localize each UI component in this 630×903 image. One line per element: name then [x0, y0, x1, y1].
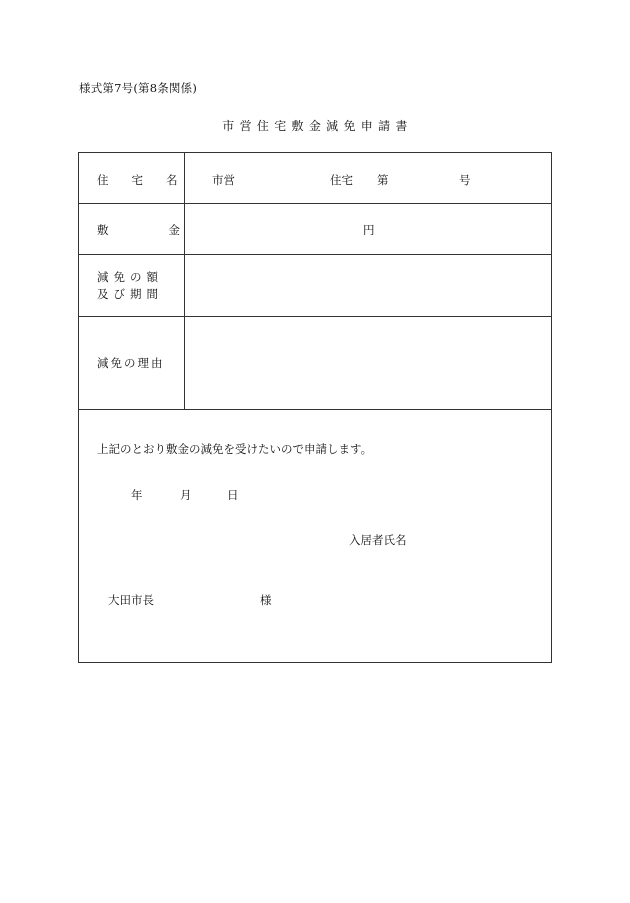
- title-char: 金: [308, 119, 322, 133]
- day-label: 日: [227, 488, 239, 502]
- label-char: 額: [146, 270, 158, 284]
- title-char: 免: [343, 119, 356, 133]
- label-char: 間: [146, 287, 158, 301]
- label-char: 敷: [97, 223, 109, 237]
- honorific: 様: [260, 593, 272, 607]
- column-divider: [184, 153, 185, 409]
- label-char: 期: [130, 287, 142, 301]
- row-divider: [79, 316, 551, 317]
- housing-no-word: 第: [377, 173, 389, 187]
- deposit-label: [97, 222, 180, 238]
- row-divider: [79, 409, 551, 410]
- reduction-reason-label: [97, 355, 163, 371]
- title-char: 敷: [291, 119, 304, 133]
- label-char: 宅: [131, 173, 143, 187]
- label-char: 理: [137, 356, 149, 370]
- label-char: 減: [97, 356, 109, 370]
- title-char: 市: [222, 119, 235, 133]
- year-label: 年: [131, 488, 143, 502]
- application-statement: 上記のとおり敷金の減免を受けたいので申請します。: [97, 442, 373, 456]
- reduction-amount-label: [97, 269, 158, 285]
- label-char: 金: [168, 223, 180, 237]
- page-title: [0, 117, 630, 134]
- form-number: 様式第7号(第8条関係): [79, 81, 198, 95]
- addressee: 大田市長: [108, 593, 154, 607]
- title-char: 申: [360, 119, 374, 133]
- label-char: 免: [110, 356, 122, 370]
- title-char: 書: [395, 119, 408, 133]
- housing-gou-word: 号: [459, 173, 471, 187]
- title-char: 住: [256, 119, 270, 133]
- title-char: 宅: [274, 119, 287, 133]
- title-char: 営: [239, 119, 252, 133]
- title-char: 請: [378, 119, 391, 133]
- housing-name-label: [97, 172, 178, 188]
- yen-unit: 円: [363, 223, 375, 237]
- label-char: の: [130, 270, 142, 284]
- label-char: 減: [97, 270, 109, 284]
- row-divider: [79, 254, 551, 255]
- label-char: の: [124, 356, 136, 370]
- label-char: 住: [97, 173, 109, 187]
- label-char: 由: [151, 356, 163, 370]
- title-char: 減: [326, 119, 339, 133]
- housing-word: 住宅: [330, 173, 353, 187]
- label-char: 名: [166, 173, 178, 187]
- city-prefix: 市営: [212, 173, 235, 187]
- reduction-period-label: [97, 286, 158, 302]
- label-char: 及: [97, 287, 109, 301]
- resident-name-label: 入居者氏名: [349, 533, 407, 547]
- row-divider: [79, 203, 551, 204]
- label-char: び: [113, 287, 125, 301]
- application-form-table: [78, 152, 552, 663]
- label-char: 免: [113, 270, 125, 284]
- month-label: 月: [180, 488, 192, 502]
